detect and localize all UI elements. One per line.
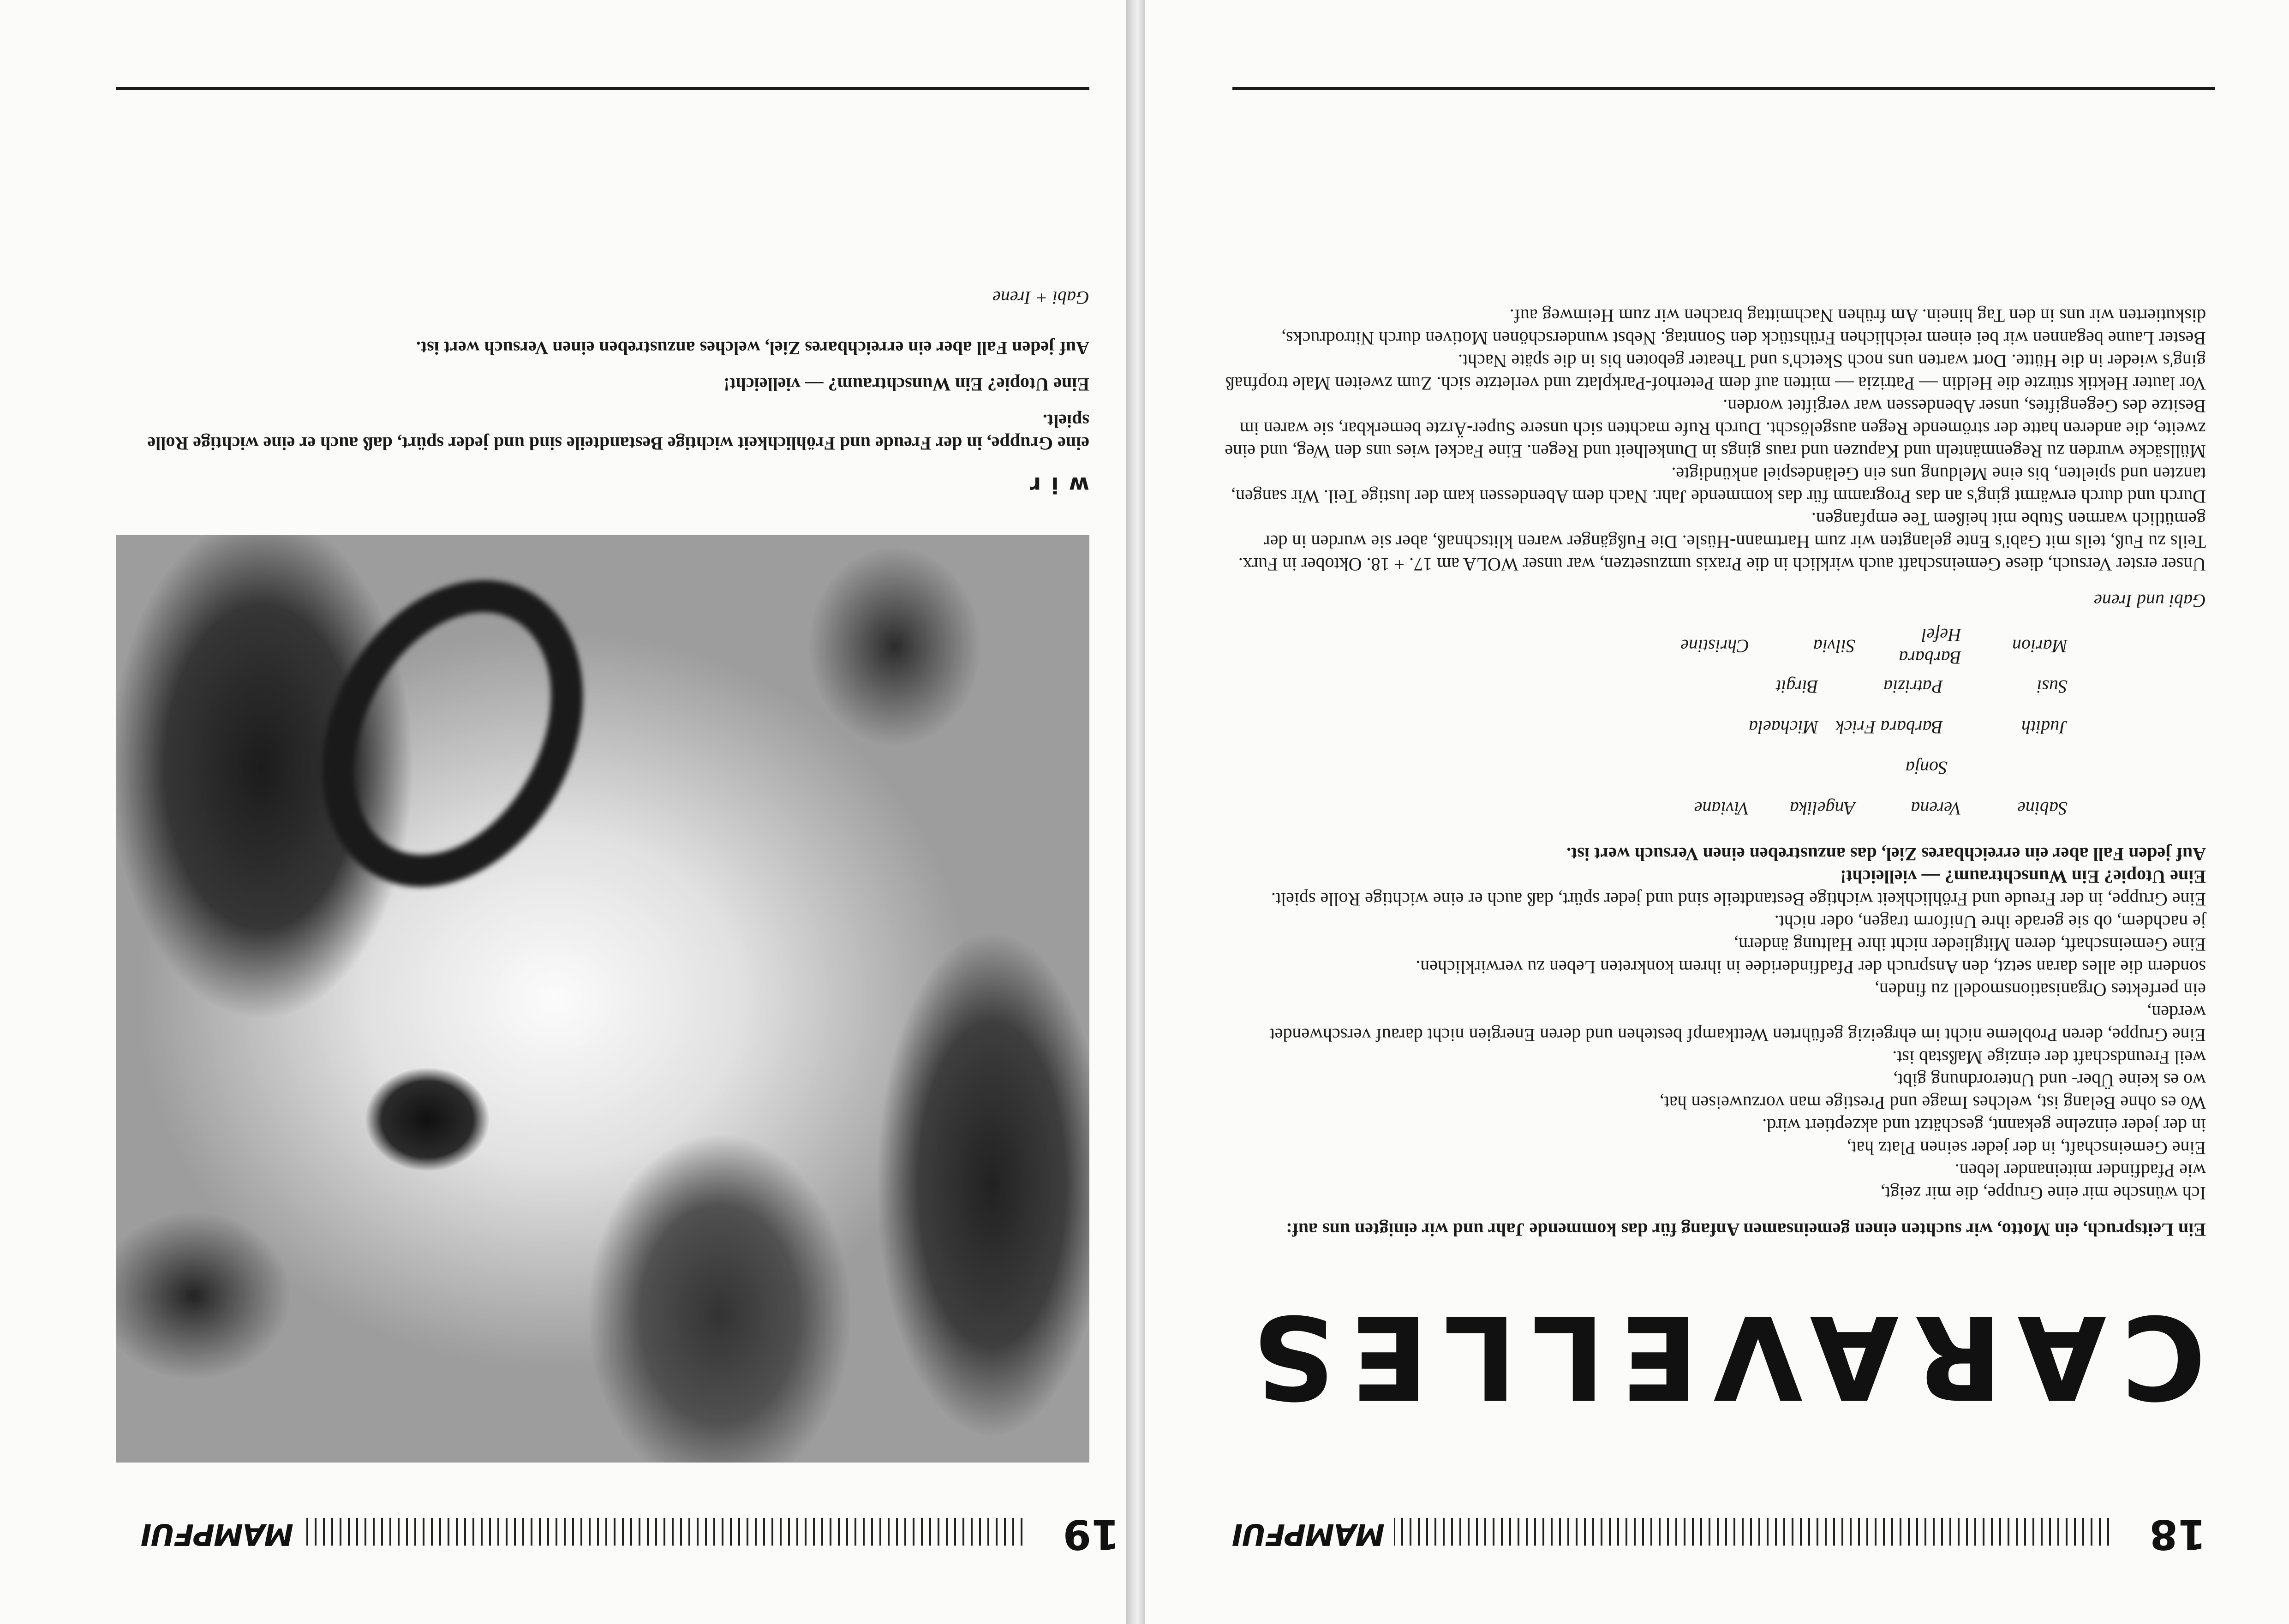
names-row (1219, 626, 2206, 667)
wir-heading: wir (1020, 472, 1089, 498)
utopia-line: Eine Utopie? Ein Wunschtraum? — vielleicht! (723, 374, 1089, 395)
member-name: Marion (2012, 636, 2068, 657)
wish-line: in der jeder einzelne gekannt, geschätzt und akzeptiert wird. (1762, 1115, 2206, 1136)
wish-line: Eine Gemeinschaft, deren Mitglieder nicht ihre Haltung ändern, (1734, 934, 2206, 955)
wish-text (1219, 888, 2206, 1205)
footer-rule (116, 87, 1089, 90)
report-text (1219, 304, 2206, 576)
member-name: Angelika (1789, 798, 1855, 819)
page-header (1214, 1509, 2206, 1559)
member-name: Michaela (1748, 717, 1818, 738)
names-row (1219, 788, 2206, 829)
signature: Gabi und Irene (2094, 591, 2206, 611)
barcode-strip (1394, 1518, 2109, 1546)
utopia-line: Eine Utopie? Ein Wunschtraum? — vielleicht! (1840, 866, 2206, 887)
wish-line: ein perfektes Organisationsmodell zu finden, (1875, 979, 2206, 1000)
report-paragraph: Müllsäcke wurden zu Regenmänteln und Kapuzen und raus gings in Dunkelheit und Regen. Eine Fackel wies uns den Weg, und eine zweite, die anderen hatte der strömende Regen ausgelöscht. Durch Rufe machten sich unsere Super-Ärzte bemerkbar, sie waren im Besitze des Gegengiftes, unser Abendessen war vergiftet worden. (1225, 396, 2206, 462)
report-paragraph: Vor lauter Hektik stürzte die Heldin — Patrizia — mitten auf dem Peterhof-Parkplatz und verletzte sich. Zum zweiten Male tropfnaß ging's wieder in die Hütte. Dort warten uns noch Sketch's und Theater geboten bis in die späte Nacht. (1225, 351, 2206, 394)
wish-line: je nachdem, ob sie gerade ihre Uniform tragen, oder nicht. (1774, 912, 2206, 932)
wish-line: Ich wünsche mir eine Gruppe, die mir zeigt, (1880, 1183, 2206, 1204)
member-name: Verena (1911, 798, 1961, 819)
footer-rule (1232, 87, 2215, 90)
goal-line: Auf jeden Fall aber ein erreichbares Ziel, welches anzustreben einen Versuch wert ist. (416, 338, 1089, 358)
page-18 (1145, 0, 2289, 1624)
wir-text (116, 287, 1089, 496)
article-body (1219, 304, 2206, 1241)
member-name: Sabine (2017, 798, 2068, 819)
article-title: CARAVELLES (1237, 1290, 2206, 1424)
spine-gutter (1126, 0, 1145, 1624)
member-name: Viviane (1694, 798, 1749, 819)
names-row (1219, 667, 2206, 707)
wish-line: Eine Gemeinschaft, in der jeder seinen Platz hat, (1847, 1138, 2206, 1158)
magazine-logo: MAMPFUI (1232, 1517, 1385, 1551)
abstract-photo (116, 535, 1089, 1463)
page-number: 19 (1063, 1511, 1119, 1558)
lead-paragraph: Ein Leitspruch, ein Motto, wir suchten einen gemeinsamen Anfang für das kommende Jahr und wir einigten uns auf: (1286, 1219, 2206, 1240)
member-name: Susi (2037, 676, 2068, 698)
member-name: Patrizia (1883, 676, 1943, 698)
member-name: Barbara Frick (1835, 717, 1943, 738)
member-name: Barbara Hefel (1899, 625, 1961, 668)
member-names (1219, 626, 2206, 829)
names-row (1219, 707, 2206, 748)
photo-ring-shape (271, 535, 634, 932)
goal-line: Auf jeden Fall aber ein erreichbares Ziel, das anzustreben einen Versuch wert ist. (1566, 844, 2206, 865)
page-header (137, 1509, 1119, 1559)
wish-line: wie Pfadfinder miteinander leben. (1954, 1160, 2206, 1181)
member-name: Sonja (1905, 758, 1948, 779)
wish-line: Wo es ohne Belang ist, welches Image und Prestige man vorzuweisen hat, (1659, 1093, 2206, 1113)
member-name: Judith (2021, 717, 2068, 738)
group-line: eine Gruppe, in der Freude und Fröhlichkeit wichtige Bestandteile sind und jeder spürt, daß auch er eine wichtige Rolle spielt. (147, 411, 1089, 454)
page-number: 18 (2149, 1511, 2206, 1558)
member-name: Christine (1680, 636, 1749, 657)
barcode-strip (303, 1518, 1022, 1546)
page-19 (0, 0, 1126, 1624)
report-paragraph: Unser erster Versuch, diese Gemeinschaft auch wirklich in die Praxis umzusetzen, war unser WOLA am 17. + 18. Oktober in Furx. Teils zu Fuß, teils mit Gabi's Ente gelangten wir zum Hartmann-Hüsle. Die Fußgänger waren klitschnaß, aber sie wurden in der gemütlich warmen Stube mit heißem Tee empfangen. (1238, 509, 2206, 575)
report-paragraph: Durch und durch erwärmt ging's an das Programm für das kommende Jahr. Nach dem Abendessen kam der lustige Teil. Wir sangen, tanzten und spielten, bis eine Meldung uns ein Geländespiel ankündigte. (1231, 464, 2206, 507)
signature: Gabi + Irene (992, 287, 1089, 308)
wish-line: wo es keine Über- und Unterordnung gibt, (1893, 1070, 2206, 1091)
member-name: Birgit (1776, 676, 1818, 698)
wish-line: weil Freundschaft der einzige Maßstab ist. (1892, 1047, 2206, 1068)
wish-line: sondern die alles daran setzt, den Anspruch der Pfadfinderidee in ihrem konkreten Leben zu verwirklichen. (1416, 957, 2206, 978)
wish-line: Eine Gruppe, deren Probleme nicht im ehrgeizig geführten Wettkampf bestehen und deren Energien nicht darauf verschwendet werden, (1269, 1002, 2206, 1045)
report-paragraph: Bester Laune begannen wir bei einem reichlichen Frühstück den Sonntag. Nebst wunderschönen Motiven durch Nitrodrucks, diskutierten wir uns in den Tag hinein. Am frühen Nachmittag brachen wir zum Heimweg auf. (1281, 305, 2206, 349)
names-row (1219, 748, 2206, 788)
wish-line: Eine Gruppe, in der Freude und Fröhlichkeit wichtige Bestandteile sind und jeder spürt, daß auch er eine wichtige Rolle spielt. (1271, 889, 2206, 910)
member-name: Silvia (1813, 636, 1855, 657)
magazine-logo: MAMPFUI (141, 1517, 293, 1551)
